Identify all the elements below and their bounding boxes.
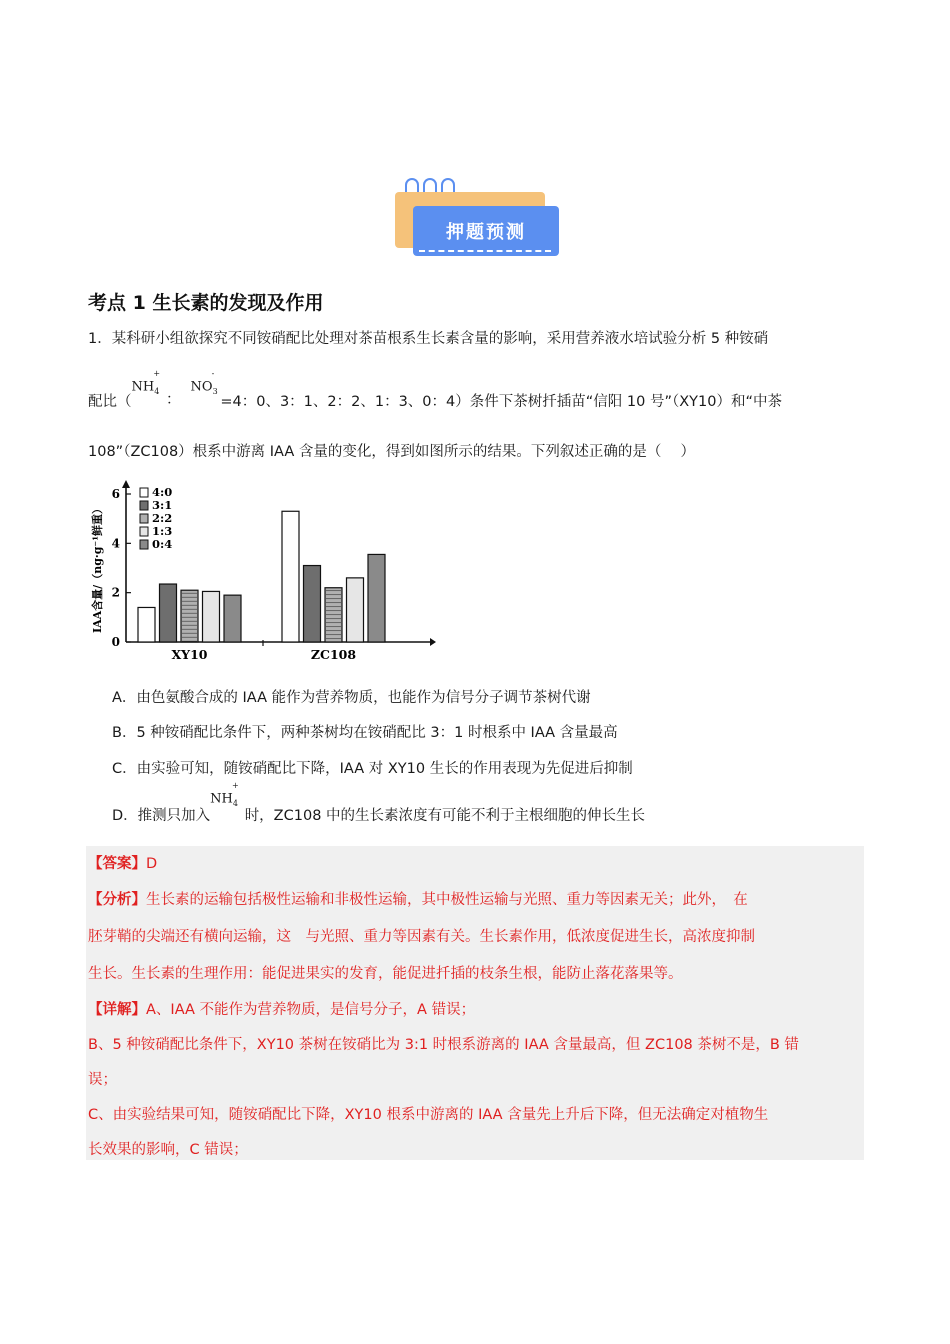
option-d-prefix: D．推测只加入 — [112, 808, 211, 824]
answer-value: D — [146, 856, 158, 872]
y-tick-label: 2 — [111, 585, 120, 600]
legend-label: 0:4 — [152, 537, 173, 551]
legend-swatch — [140, 501, 148, 510]
option-d-chem: $NH_4^+$ — [210, 781, 239, 808]
chem-separator: ： — [166, 392, 181, 408]
detail-line-a: 【详解】A、IAA 不能作为营养物质，是信号分子，A 错误； — [88, 1002, 476, 1018]
bar — [160, 584, 177, 642]
option-d-suffix: 时，ZC108 中的生长素浓度有可能不利于主根细胞的伸长生长 — [244, 808, 646, 824]
legend-swatch — [140, 527, 148, 536]
legend-label: 1:3 — [152, 524, 173, 538]
detail-tag: 【详解】 — [88, 1002, 146, 1018]
question-line-2 — [88, 369, 782, 418]
legend-label: 4:0 — [152, 485, 173, 499]
banner-dash — [419, 250, 551, 252]
question-line-2-suffix: =4：0、3：1、2：2、1：3、0：4）条件下茶树扦插苗“信阳 10 号”（XY10）和“中茶 — [220, 394, 782, 410]
analysis-tag: 【分析】 — [88, 892, 146, 908]
legend-swatch — [140, 488, 148, 497]
bar — [224, 595, 241, 642]
legend-swatch — [140, 514, 148, 523]
bar — [304, 566, 321, 642]
bar — [347, 578, 364, 642]
question-line-3: 108”（ZC108）根系中游离 IAA 含量的变化，得到如图所示的结果。下列叙述正确的是（ ） — [88, 444, 696, 460]
chem-no3: $NO_3^-$ — [190, 369, 218, 396]
x-tick-label: XY10 — [171, 647, 208, 662]
option-c: C．由实验可知，随铵硝配比下降，IAA 对 XY10 生长的作用表现为先促进后抑制 — [112, 761, 633, 777]
answer-tag: 【答案】 — [88, 856, 146, 872]
bar — [203, 591, 220, 642]
detail-line-b1: B、5 种铵硝配比条件下，XY10 茶树在铵硝比为 3:1 时根系游离的 IAA 含量最高，但 ZC108 茶树不是，B 错 — [88, 1037, 799, 1053]
chart-svg — [86, 476, 436, 666]
section-title: 考点 1 生长素的发现及作用 — [88, 292, 324, 314]
analysis-line-2: 胚芽鞘的尖端还有横向运输，这 与光照、重力等因素有关。生长素作用，低浓度促进生长，高浓度抑制 — [88, 929, 755, 945]
banner-front-panel — [413, 206, 559, 256]
bar — [282, 511, 299, 642]
question-line-2-prefix: 配比（ — [88, 394, 132, 410]
answer-line — [88, 852, 157, 873]
iaa-bar-chart — [86, 476, 436, 666]
bar — [138, 607, 155, 642]
chem-nh4: $NH_4^+$ — [131, 369, 161, 396]
y-axis-label: IAA含量/（ng·g⁻¹鲜重） — [91, 502, 104, 634]
section-banner — [393, 178, 563, 262]
y-tick-label: 6 — [111, 487, 120, 501]
x-axis-arrow — [430, 638, 436, 646]
question-line-1: 1．某科研小组欲探究不同铵硝配比处理对茶苗根系生长素含量的影响，采用营养液水培试验分析 5 种铵硝 — [88, 331, 769, 347]
option-d — [112, 781, 646, 826]
legend-swatch — [140, 540, 148, 549]
banner-label: 押题预测 — [446, 222, 526, 243]
y-axis-arrow — [122, 480, 130, 488]
bar — [181, 590, 198, 642]
option-b: B．5 种铵硝配比条件下，两种茶树均在铵硝配比 3：1 时根系中 IAA 含量最高 — [112, 725, 618, 741]
analysis-line-1: 【分析】生长素的运输包括极性运输和非极性运输，其中极性运输与光照、重力等因素无关；此外， 在 — [88, 892, 748, 908]
detail-line-c1: C、由实验结果可知，随铵硝配比下降，XY10 根系中游离的 IAA 含量先上升后下降，但无法确定对植物生 — [88, 1107, 769, 1123]
detail-line-b2: 误； — [88, 1072, 117, 1088]
legend-label: 3:1 — [152, 498, 173, 512]
analysis-line-3: 生长。生长素的生理作用：能促进果实的发育，能促进扦插的枝条生根，能防止落花落果等。 — [88, 966, 683, 982]
y-tick-label: 0 — [111, 635, 120, 649]
option-a: A．由色氨酸合成的 IAA 能作为营养物质，也能作为信号分子调节茶树代谢 — [112, 690, 591, 706]
legend-label: 2:2 — [152, 511, 173, 525]
detail-line-c2: 长效果的影响，C 错误； — [88, 1142, 248, 1158]
bar — [368, 554, 385, 642]
x-tick-label: ZC108 — [310, 647, 357, 662]
y-tick-label: 4 — [111, 536, 120, 551]
